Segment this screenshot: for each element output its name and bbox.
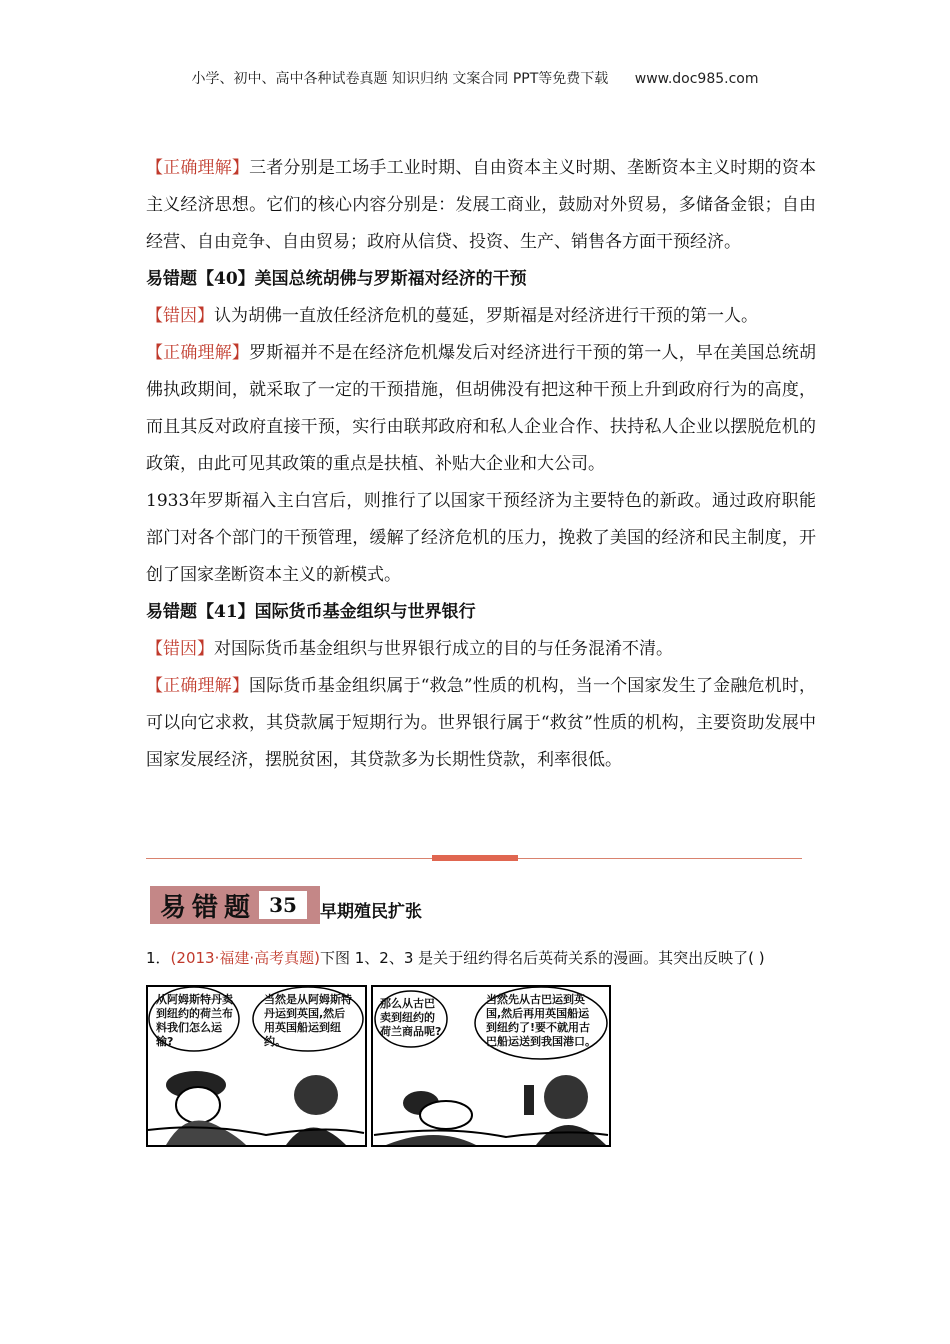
- correct-text: 国际货币基金组织属于“救急”性质的机构，当一个国家发生了金融危机时，可以向它求救，其贷款属于短期行为。世界银行属于“救贫”性质的机构，主要资助发展中国家发展经济，摆脱贫困，其贷款多为长期性贷款，利率很低。: [146, 676, 817, 770]
- correct-text: 三者分别是工场手工业时期、自由资本主义时期、垄断资本主义时期的资本主义经济思想。它们的核心内容分别是：发展工商业，鼓励对外贸易，多储备金银；自由经营、自由竞争、自由贸易；政府从信贷、投资、生产、销售各方面干预经济。: [146, 158, 817, 252]
- correct-text: 罗斯福并不是在经济危机爆发后对经济进行干预的第一人，早在美国总统胡佛执政期间，就采取了一定的干预措施，但胡佛没有把这种干预上升到政府行为的高度，而且其反对政府直接干预，实行由联邦政府和私人企业合作、扶持私人企业以摆脱危机的政策，由此可见其政策的重点是扶植、补贴大企业和大公司。: [146, 343, 817, 474]
- question-text: 下图 1、2、3 是关于纽约得名后英荷关系的漫画。其突出反映了( ): [319, 949, 765, 967]
- item-40-correct: [146, 335, 816, 483]
- paragraph-correct-1: [146, 150, 816, 261]
- question-source: (2013·福建·高考真题): [170, 949, 320, 967]
- error-label: 【错因】: [146, 639, 214, 659]
- speech-bubble-3: 那么从古巴卖到纽约的荷兰商品呢?: [380, 997, 442, 1038]
- error-label: 【错因】: [146, 306, 214, 326]
- error-text: 认为胡佛一直放任经济危机的蔓延，罗斯福是对经济进行干预的第一人。: [214, 306, 758, 326]
- question-1: [146, 946, 765, 970]
- error-text: 对国际货币基金组织与世界银行成立的目的与任务混淆不清。: [214, 639, 673, 659]
- question-number: 1．: [146, 949, 171, 967]
- item-40-error: [146, 298, 816, 335]
- banner-text: 易错题: [160, 892, 257, 923]
- main-content: [146, 150, 816, 779]
- correct-label: 【正确理解】: [146, 158, 250, 178]
- section-topic: 早期殖民扩张: [320, 902, 422, 922]
- cartoon-image: [146, 985, 612, 1147]
- item-40-correct-continued: 1933年罗斯福入主白宫后，则推行了以国家干预经济为主要特色的新政。通过政府职能部门对各个部门的干预管理，缓解了经济危机的压力，挽救了美国的经济和民主制度，开创了国家垄断资本主义的新模式。: [146, 491, 816, 585]
- item-41-title: 易错题【41】国际货币基金组织与世界银行: [146, 602, 476, 622]
- speech-bubble-2: 当然是从阿姆斯特丹运到英国,然后用英国船运到纽约。: [264, 993, 352, 1048]
- item-40-title: 易错题【40】美国总统胡佛与罗斯福对经济的干预: [146, 269, 527, 289]
- speech-bubble-4: 当然先从古巴运到英国,然后再用英国船运到纽约了!要不就用古巴船运送到我国港口。: [486, 993, 596, 1048]
- speech-bubble-1: 从阿姆斯特丹卖到纽约的荷兰布料我们怎么运输?: [156, 993, 233, 1048]
- section-divider-accent: [432, 855, 518, 861]
- correct-label: 【正确理解】: [146, 676, 250, 696]
- section-banner: [150, 886, 320, 924]
- item-41-error: [146, 631, 816, 668]
- page-header: [0, 68, 950, 88]
- header-text: 小学、初中、高中各种试卷真题 知识归纳 文案合同 PPT等免费下载: [191, 71, 609, 87]
- banner-number: 35: [259, 891, 307, 919]
- header-site-link[interactable]: www.doc985.com: [634, 71, 759, 87]
- item-41-correct: [146, 668, 816, 779]
- correct-label: 【正确理解】: [146, 343, 250, 363]
